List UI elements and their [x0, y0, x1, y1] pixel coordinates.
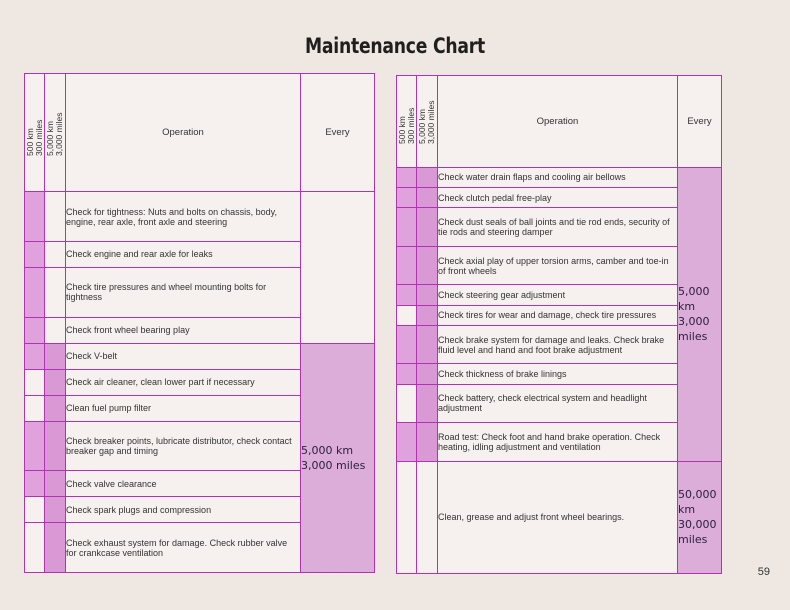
interval-500km-cell [397, 167, 417, 187]
interval-5000km-cell [417, 364, 438, 384]
column-header-every: Every [301, 74, 375, 192]
interval-500km-cell [25, 395, 45, 421]
interval-500km-cell [397, 461, 417, 573]
page-title: Maintenance Chart [305, 34, 485, 58]
interval-500km-cell [397, 364, 417, 384]
operation-cell: Check tires for wear and damage, check tire pressures [438, 305, 678, 325]
table-row [397, 461, 722, 573]
interval-5000km-cell [45, 343, 66, 369]
operation-cell: Check battery, check electrical system and headlight adjustment [438, 384, 678, 423]
interval-5000km-cell [45, 421, 66, 471]
table-row [397, 208, 722, 247]
interval-5000km-cell [417, 208, 438, 247]
operation-cell: Check exhaust system for damage. Check rubber valve for crankcase ventilation [66, 523, 301, 573]
interval-5000km-cell [45, 192, 66, 242]
interval-500km-cell [397, 325, 417, 364]
interval-5000km-cell [45, 523, 66, 573]
column-header-operation: Operation [438, 76, 678, 168]
operation-cell: Check steering gear adjustment [438, 285, 678, 305]
interval-500km-cell [25, 343, 45, 369]
table-row [397, 384, 722, 423]
operation-cell: Check engine and rear axle for leaks [66, 241, 301, 267]
interval-500km-cell [397, 423, 417, 462]
page-number: 59 [757, 566, 770, 578]
interval-500km-cell [25, 267, 45, 317]
interval-5000km-cell [45, 241, 66, 267]
operation-cell: Check thickness of brake linings [438, 364, 678, 384]
interval-5000km-cell [417, 285, 438, 305]
operation-cell: Check tire pressures and wheel mounting bolts for tightness [66, 267, 301, 317]
table-header [25, 74, 375, 192]
operation-cell: Check water drain flaps and cooling air bellows [438, 167, 678, 187]
column-header-5000km: 5,000 km 3,000 miles [417, 76, 438, 168]
operation-cell: Check clutch pedal free-play [438, 188, 678, 208]
every-km: 5,000 km [301, 443, 354, 457]
interval-5000km-cell [417, 461, 438, 573]
every-km: 5,000 km [678, 285, 710, 314]
interval-500km-cell [397, 246, 417, 285]
operation-cell: Check V-belt [66, 343, 301, 369]
column-header-5000km: 5,000 km 3,000 miles [45, 74, 66, 192]
column-header-every: Every [678, 76, 722, 168]
every-interval-cell [678, 461, 722, 573]
every-km: 50,000 km [678, 488, 717, 517]
maintenance-table-right [396, 75, 722, 574]
table-row [397, 423, 722, 462]
table-row [397, 167, 722, 187]
every-interval-cell [301, 343, 375, 572]
operation-cell: Check front wheel bearing play [66, 317, 301, 343]
interval-5000km-cell [417, 423, 438, 462]
operation-cell: Check dust seals of ball joints and tie rod ends, security of tie rods and steering damper [438, 208, 678, 247]
interval-5000km-cell [417, 167, 438, 187]
interval-500km-cell [397, 384, 417, 423]
interval-500km-cell [25, 523, 45, 573]
interval-5000km-cell [45, 471, 66, 497]
interval-500km-cell [25, 497, 45, 523]
interval-500km-cell [25, 317, 45, 343]
table-row [397, 285, 722, 305]
table-row [397, 364, 722, 384]
table-row [397, 246, 722, 285]
table-row [397, 188, 722, 208]
operation-cell: Check spark plugs and compression [66, 497, 301, 523]
operation-cell: Check for tightness: Nuts and bolts on chassis, body, engine, rear axle, front axle and steering [66, 192, 301, 242]
interval-500km-cell [397, 305, 417, 325]
table-row [397, 325, 722, 364]
interval-500km-cell [25, 192, 45, 242]
table-row [25, 343, 375, 369]
interval-500km-cell [25, 471, 45, 497]
column-header-operation: Operation [66, 74, 301, 192]
every-blank-cell [301, 192, 375, 343]
column-header-500km: 500 km 300 miles [397, 76, 417, 168]
operation-cell: Check axial play of upper torsion arms, camber and toe-in of front wheels [438, 246, 678, 285]
operation-cell: Check valve clearance [66, 471, 301, 497]
operation-cell: Clean, grease and adjust front wheel bearings. [438, 461, 678, 573]
table-row [397, 305, 722, 325]
interval-500km-cell [397, 208, 417, 247]
every-miles: 30,000 miles [678, 518, 717, 547]
interval-5000km-cell [417, 325, 438, 364]
operation-cell: Check breaker points, lubricate distributor, check contact breaker gap and timing [66, 421, 301, 471]
operation-cell: Check brake system for damage and leaks. Check brake fluid level and hand and foot brake adjustment [438, 325, 678, 364]
interval-5000km-cell [45, 395, 66, 421]
interval-5000km-cell [45, 267, 66, 317]
operation-cell: Clean fuel pump filter [66, 395, 301, 421]
interval-5000km-cell [417, 305, 438, 325]
interval-5000km-cell [417, 246, 438, 285]
interval-500km-cell [397, 285, 417, 305]
every-miles: 3,000 miles [678, 315, 710, 344]
every-miles: 3,000 miles [301, 458, 366, 472]
interval-500km-cell [25, 421, 45, 471]
column-header-500km: 500 km 300 miles [25, 74, 45, 192]
interval-5000km-cell [417, 384, 438, 423]
table-header [397, 76, 722, 168]
interval-500km-cell [25, 369, 45, 395]
operation-cell: Road test: Check foot and hand brake operation. Check heating, idling adjustment and ventilation [438, 423, 678, 462]
interval-5000km-cell [45, 369, 66, 395]
every-interval-cell [678, 167, 722, 461]
table-row [25, 192, 375, 242]
operation-cell: Check air cleaner, clean lower part if necessary [66, 369, 301, 395]
interval-500km-cell [25, 241, 45, 267]
interval-500km-cell [397, 188, 417, 208]
interval-5000km-cell [417, 188, 438, 208]
maintenance-table-left [24, 73, 375, 573]
interval-5000km-cell [45, 317, 66, 343]
interval-5000km-cell [45, 497, 66, 523]
